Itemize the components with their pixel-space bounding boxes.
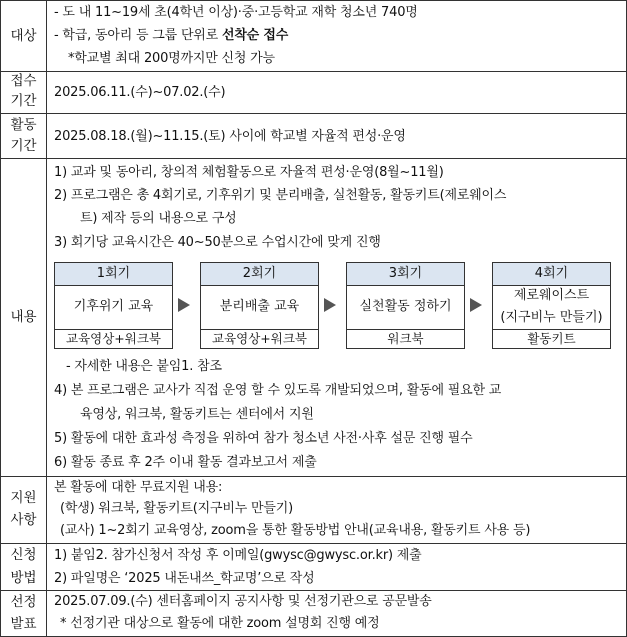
session-box-1 [54,262,173,349]
session-3-material: 워크북 [347,329,464,348]
content-line-5: 4) 본 프로그램은 교사가 직접 운영 할 수 있도록 개발되었으며, 활동에 필요한 교 [54,383,502,398]
arrow-right-icon [470,298,482,312]
row-label-support-1: 지원 [10,490,37,506]
session-box-2 [200,262,319,349]
row-label-apply-1: 접수 [10,73,37,89]
target-line-2 [54,27,288,44]
content-line-7: 5) 활동에 대한 효과성 측정을 위하여 참가 청소년 사전·사후 설문 진행 필수 [54,431,473,446]
target-line-1: - 도 내 11~19세 초(4학년 이상)·중·고등학교 재학 청소년 740명 [54,5,418,20]
row-label-target: 대상 [10,28,37,44]
method-line-2: 2) 파일명은 ‘2025 내돈내쓰_학교명’으로 작성 [54,571,315,586]
session-2-material: 교육영상+워크북 [201,329,318,348]
session-3-head: 3회기 [347,263,464,286]
row-label-selection-1: 선정 [10,594,37,610]
row-divider [0,590,627,591]
content-note: - 자세한 내용은 붙임1. 참조 [66,359,222,374]
selection-line-2: * 선정기관 대상으로 활동에 대한 zoom 설명회 진행 예정 [60,616,380,631]
support-line-2: (학생) 워크북, 활동키트(지구비누 만들기) [60,501,293,516]
content-line-6: 육영상, 워크북, 활동키트는 센터에서 지원 [80,407,314,422]
activity-period-text: 2025.08.18.(월)~11.15.(토) 사이에 학교별 자율적 편성·운영 [54,129,406,144]
row-divider [0,543,627,544]
row-divider [0,476,627,477]
row-label-method-2: 방법 [10,570,37,586]
support-line-3: (교사) 1~2회기 교육영상, zoom을 통한 활동방법 안내(교육내용, 활동키트 사용 등) [60,523,531,538]
support-line-1: 본 활동에 대한 무료지원 내용: [54,480,223,495]
content-line-2: 2) 프로그램은 총 4회기로, 기후위기 및 분리배출, 실천활동, 활동키트(제로웨이스 [54,188,507,203]
row-divider [0,71,627,72]
row-label-apply-2: 기간 [10,93,37,109]
row-label-method-1: 신청 [10,547,37,563]
target-line-2-text: - 학급, 동아리 등 그룹 단위로 [54,28,222,43]
session-4-title-1: 제로웨이스트 [513,288,590,303]
session-4-material: 활동키트 [493,329,610,348]
content-line-8: 6) 활동 종료 후 2주 이내 활동 결과보고서 제출 [54,455,317,470]
row-label-activity-2: 기간 [10,138,37,154]
session-4-title-2: (지구비누 만들기) [500,310,603,325]
row-divider [0,158,627,159]
row-label-support-2: 사항 [10,512,37,528]
target-line-3: *학교별 최대 200명까지만 신청 가능 [68,51,275,66]
row-label-activity-1: 활동 [10,117,37,133]
session-box-3 [346,262,465,349]
target-line-2-emphasis: 선착순 접수 [221,28,289,43]
session-box-4 [492,262,611,349]
content-line-1: 1) 교과 및 동아리, 창의적 체험활동으로 자율적 편성·운영(8월~11월) [54,165,444,180]
session-1-title: 기후위기 교육 [73,299,154,314]
content-line-3: 트) 제작 등의 내용으로 구성 [80,211,237,226]
content-line-4: 3) 회기당 교육시간은 40~50분으로 수업시간에 맞게 진행 [54,235,381,250]
row-divider [0,113,627,114]
table-border-top [0,0,627,1]
row-label-content: 내용 [10,309,37,325]
session-2-title: 분리배출 교육 [219,299,300,314]
apply-period-text: 2025.06.11.(수)~07.02.(수) [54,85,226,100]
session-2-head: 2회기 [201,263,318,286]
arrow-right-icon [324,298,336,312]
session-4-head: 4회기 [493,263,610,286]
arrow-right-icon [178,298,190,312]
session-1-head: 1회기 [55,263,172,286]
method-line-1: 1) 붙임2. 참가신청서 작성 후 이메일(gwysc@gwysc.or.kr) 제출 [54,548,422,563]
selection-line-1: 2025.07.09.(수) 센터홈페이지 공지사항 및 선정기관으로 공문발송 [54,594,432,609]
session-3-title: 실천활동 정하기 [359,299,452,314]
session-1-material: 교육영상+워크북 [55,329,172,348]
row-label-selection-2: 발표 [10,616,37,632]
